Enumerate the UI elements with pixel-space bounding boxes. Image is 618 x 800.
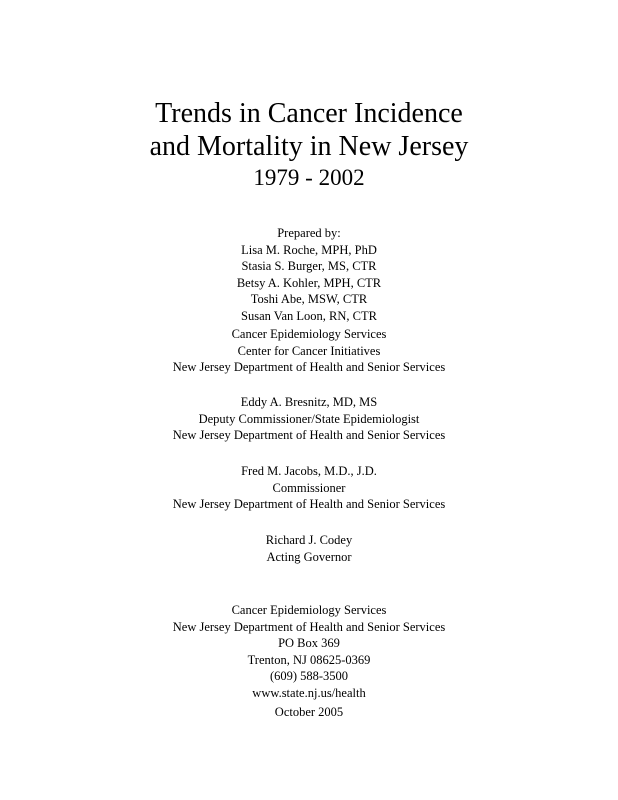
organization-line: New Jersey Department of Health and Senior Services (172, 360, 446, 374)
publication-date-text: October 2005 (274, 705, 344, 719)
epidemiologist-block (0, 394, 618, 444)
prepared-by-heading: Prepared by: (277, 226, 341, 240)
organization-line: Cancer Epidemiology Services (231, 327, 387, 341)
governor-title: Acting Governor (266, 549, 352, 564)
author-name: Toshi Abe, MSW, CTR (250, 292, 368, 306)
organization-line: Center for Cancer Initiatives (237, 343, 381, 358)
address-organization: Cancer Epidemiology Services (231, 603, 387, 617)
report-title (0, 97, 618, 193)
commissioner-block (0, 463, 618, 513)
title-line-1: Trends in Cancer Incidence (155, 98, 463, 129)
address-department: New Jersey Department of Health and Senior Services (172, 619, 446, 634)
organization-block (0, 326, 618, 376)
governor-block (0, 532, 618, 565)
author-name: Stasia S. Burger, MS, CTR (241, 259, 377, 273)
address-website: www.state.nj.us/health (252, 685, 366, 700)
author-name: Betsy A. Kohler, MPH, CTR (236, 275, 382, 290)
commissioner-name: Fred M. Jacobs, M.D., J.D. (241, 464, 377, 478)
commissioner-title: Commissioner (272, 480, 346, 495)
address-city: Trenton, NJ 08625-0369 (247, 652, 371, 667)
title-line-2: and Mortality in New Jersey (149, 131, 469, 162)
address-po-box: PO Box 369 (278, 636, 340, 650)
epidemiologist-title: Deputy Commissioner/State Epidemiologist (198, 411, 420, 426)
author-name: Susan Van Loon, RN, CTR (241, 308, 377, 323)
epidemiologist-name: Eddy A. Bresnitz, MD, MS (240, 395, 378, 409)
prepared-by-block (0, 225, 618, 324)
title-years: 1979 - 2002 (253, 165, 365, 190)
author-name: Lisa M. Roche, MPH, PhD (241, 242, 377, 257)
address-phone: (609) 588-3500 (269, 669, 349, 683)
commissioner-department: New Jersey Department of Health and Senior Services (172, 497, 446, 511)
epidemiologist-department: New Jersey Department of Health and Senior Services (172, 428, 446, 442)
publication-date (0, 704, 618, 721)
contact-address-block (0, 602, 618, 701)
governor-name: Richard J. Codey (265, 533, 353, 547)
